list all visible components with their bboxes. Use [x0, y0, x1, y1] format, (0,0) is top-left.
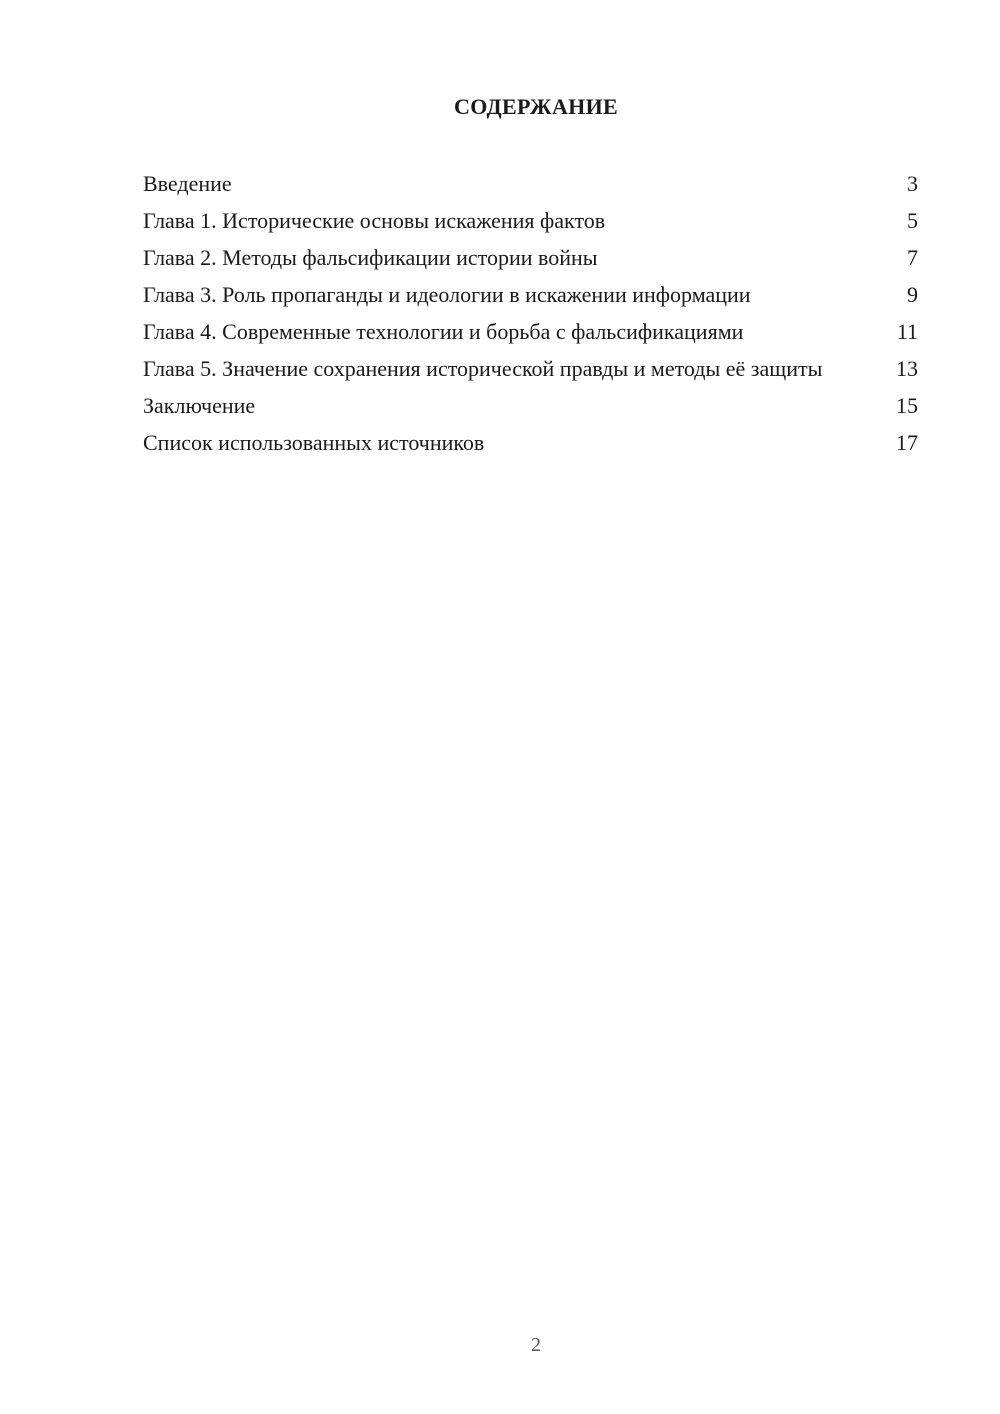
toc-entry-label: Глава 5. Значение сохранения исторической правды и методы её защиты — [143, 356, 823, 381]
toc-entry-chapter-4 — [143, 318, 918, 345]
toc-entry-label: Заключение — [143, 393, 256, 418]
toc-entry-conclusion — [143, 392, 918, 419]
toc-entry-chapter-1 — [143, 207, 918, 234]
toc-entry-page: 9 — [907, 282, 918, 307]
toc-entry-page: 5 — [907, 208, 918, 233]
toc-entry-references — [143, 429, 918, 456]
table-of-contents — [143, 170, 918, 466]
toc-entry-chapter-3 — [143, 281, 918, 308]
toc-entry-page: 11 — [896, 319, 918, 344]
toc-entry-label: Глава 1. Исторические основы искажения фактов — [143, 208, 606, 233]
toc-entry-label: Список использованных источников — [143, 430, 485, 455]
toc-entry-page: 13 — [896, 356, 918, 381]
toc-entry-page: 15 — [896, 393, 918, 418]
toc-entry-introduction — [143, 170, 918, 197]
toc-title: СОДЕРЖАНИЕ — [454, 94, 618, 119]
toc-entry-label: Глава 2. Методы фальсификации истории войны — [143, 245, 598, 270]
toc-entry-label: Глава 3. Роль пропаганды и идеологии в искажении информации — [143, 282, 751, 307]
toc-entry-page: 3 — [907, 171, 918, 196]
toc-entry-page: 7 — [907, 245, 918, 270]
toc-entry-label: Глава 4. Современные технологии и борьба с фальсификациями — [143, 319, 744, 344]
page-number: 2 — [531, 1334, 541, 1356]
toc-entry-chapter-2 — [143, 244, 918, 271]
toc-entry-label: Введение — [143, 171, 232, 196]
toc-entry-chapter-5 — [143, 355, 918, 382]
toc-entry-page: 17 — [896, 430, 918, 455]
